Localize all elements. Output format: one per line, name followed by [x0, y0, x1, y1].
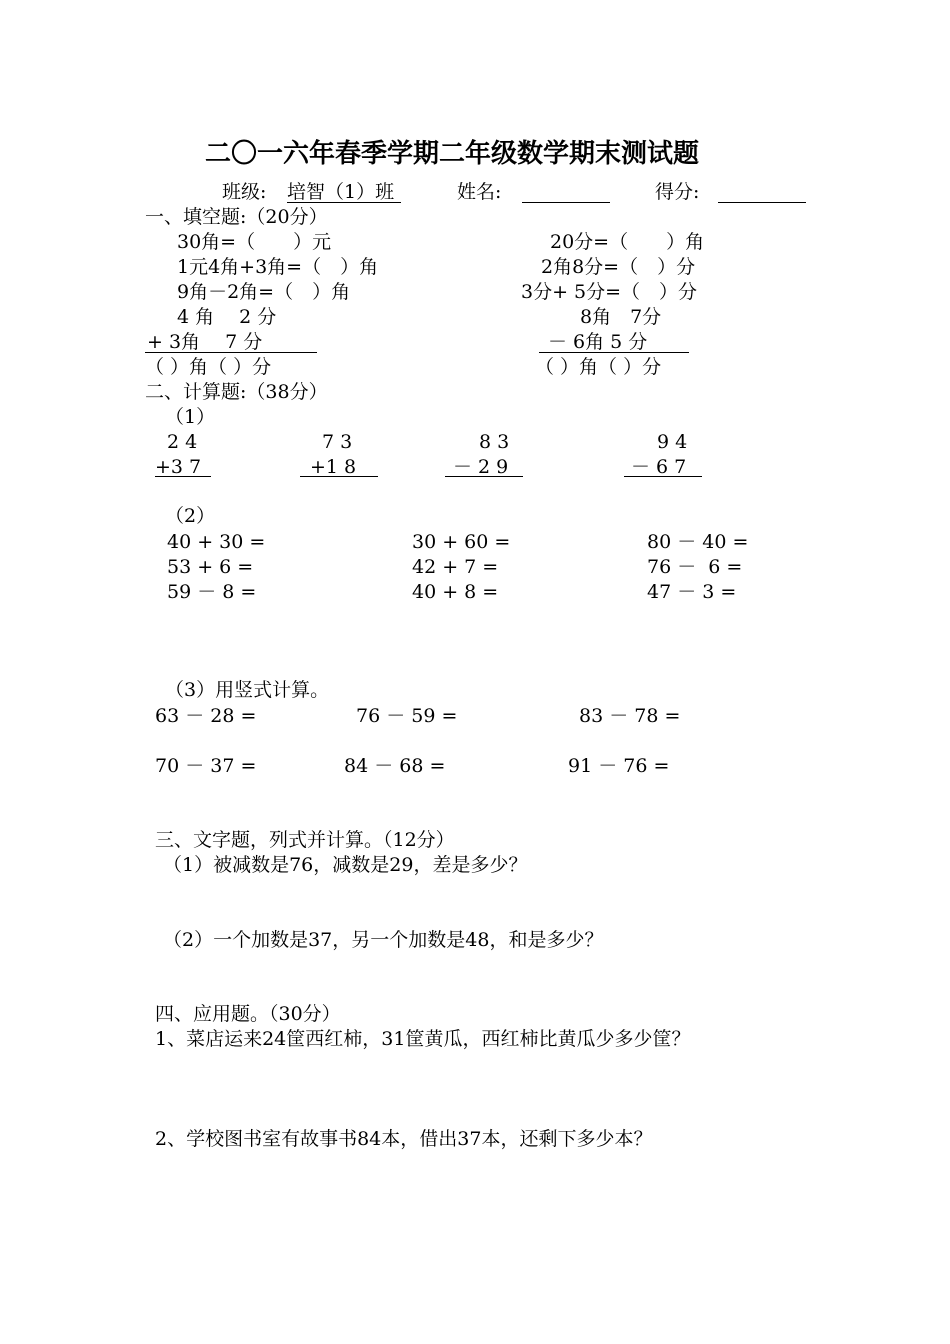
- name-label: 姓名:: [457, 181, 502, 203]
- vertical-bottom: － 2 9: [453, 456, 509, 478]
- score-label: 得分:: [655, 181, 700, 203]
- fill-item: 30角=（ ）元: [177, 231, 332, 253]
- fill-item: 9角－2角=（ ）角: [177, 281, 351, 303]
- part-label: （1）: [165, 406, 216, 428]
- fill-item: 20分=（ ）角: [550, 231, 705, 253]
- equation: 40 + 30 =: [167, 531, 266, 553]
- vertical-bottom: +3 7: [155, 456, 202, 478]
- vertical-subtrahend: － 6角 5 分: [548, 331, 648, 353]
- equation: 40 + 8 =: [412, 581, 499, 603]
- equation: 83 － 78 =: [579, 705, 681, 727]
- vertical-top: 4 角 2 分: [177, 306, 277, 328]
- equation: 42 + 7 =: [412, 556, 499, 578]
- equation: 30 + 60 =: [412, 531, 511, 553]
- application-problem: 1、菜店运来24筐西红柿，31筐黄瓜，西红柿比黄瓜少多少筐？: [155, 1028, 691, 1050]
- part-label: （2）: [165, 505, 216, 527]
- vertical-rule: [445, 476, 523, 477]
- equation: 47 － 3 =: [647, 581, 737, 603]
- section1-heading: 一、填空题:（20分）: [145, 206, 328, 228]
- vertical-rule: [145, 352, 317, 353]
- equation: 76 － 59 =: [356, 705, 458, 727]
- equation: 76 － 6 =: [647, 556, 743, 578]
- section3-heading: 三、文字题，列式并计算。（12分）: [155, 829, 455, 851]
- vertical-top: 2 4: [167, 431, 198, 453]
- vertical-bottom: － 6 7: [631, 456, 687, 478]
- equation: 70 － 37 =: [155, 755, 257, 777]
- vertical-rule: [539, 352, 689, 353]
- word-problem: （1）被减数是76，减数是29，差是多少？: [163, 854, 528, 876]
- vertical-rule: [624, 476, 702, 477]
- part-label: （3）用竖式计算。: [165, 679, 330, 701]
- equation: 80 － 40 =: [647, 531, 749, 553]
- equation: 53 + 6 =: [167, 556, 254, 578]
- section4-heading: 四、应用题。（30分）: [155, 1003, 341, 1025]
- page-title: 二〇一六年春季学期二年级数学期末测试题: [205, 139, 700, 169]
- class-underline: [287, 202, 401, 203]
- equation: 91 － 76 =: [568, 755, 670, 777]
- fill-item: 2角8分=（ ）分: [541, 256, 696, 278]
- vertical-result: （ ）角（ ）分: [145, 356, 272, 378]
- vertical-top: 9 4: [657, 431, 688, 453]
- vertical-top: 8 3: [479, 431, 510, 453]
- vertical-result: （ ）角（ ）分: [535, 356, 662, 378]
- class-label: 班级:: [222, 181, 267, 203]
- name-blank[interactable]: [522, 202, 610, 203]
- vertical-bottom: +1 8: [310, 456, 357, 478]
- vertical-rule: [300, 476, 378, 477]
- vertical-addend: + 3角 7 分: [147, 331, 263, 353]
- equation: 63 － 28 =: [155, 705, 257, 727]
- fill-item: 3分+ 5分=（ ）分: [521, 281, 698, 303]
- equation: 59 － 8 =: [167, 581, 257, 603]
- application-problem: 2、学校图书室有故事书84本，借出37本，还剩下多少本？: [155, 1128, 653, 1150]
- section2-heading: 二、计算题:（38分）: [145, 381, 328, 403]
- score-blank[interactable]: [718, 202, 806, 203]
- fill-item: 1元4角+3角=（ ）角: [177, 256, 379, 278]
- vertical-rule: [155, 476, 211, 477]
- word-problem: （2）一个加数是37，另一个加数是48，和是多少？: [163, 929, 604, 951]
- class-value: 培智（1）班: [287, 181, 395, 203]
- vertical-top: 8角 7分: [580, 306, 662, 328]
- vertical-top: 7 3: [322, 431, 353, 453]
- equation: 84 － 68 =: [344, 755, 446, 777]
